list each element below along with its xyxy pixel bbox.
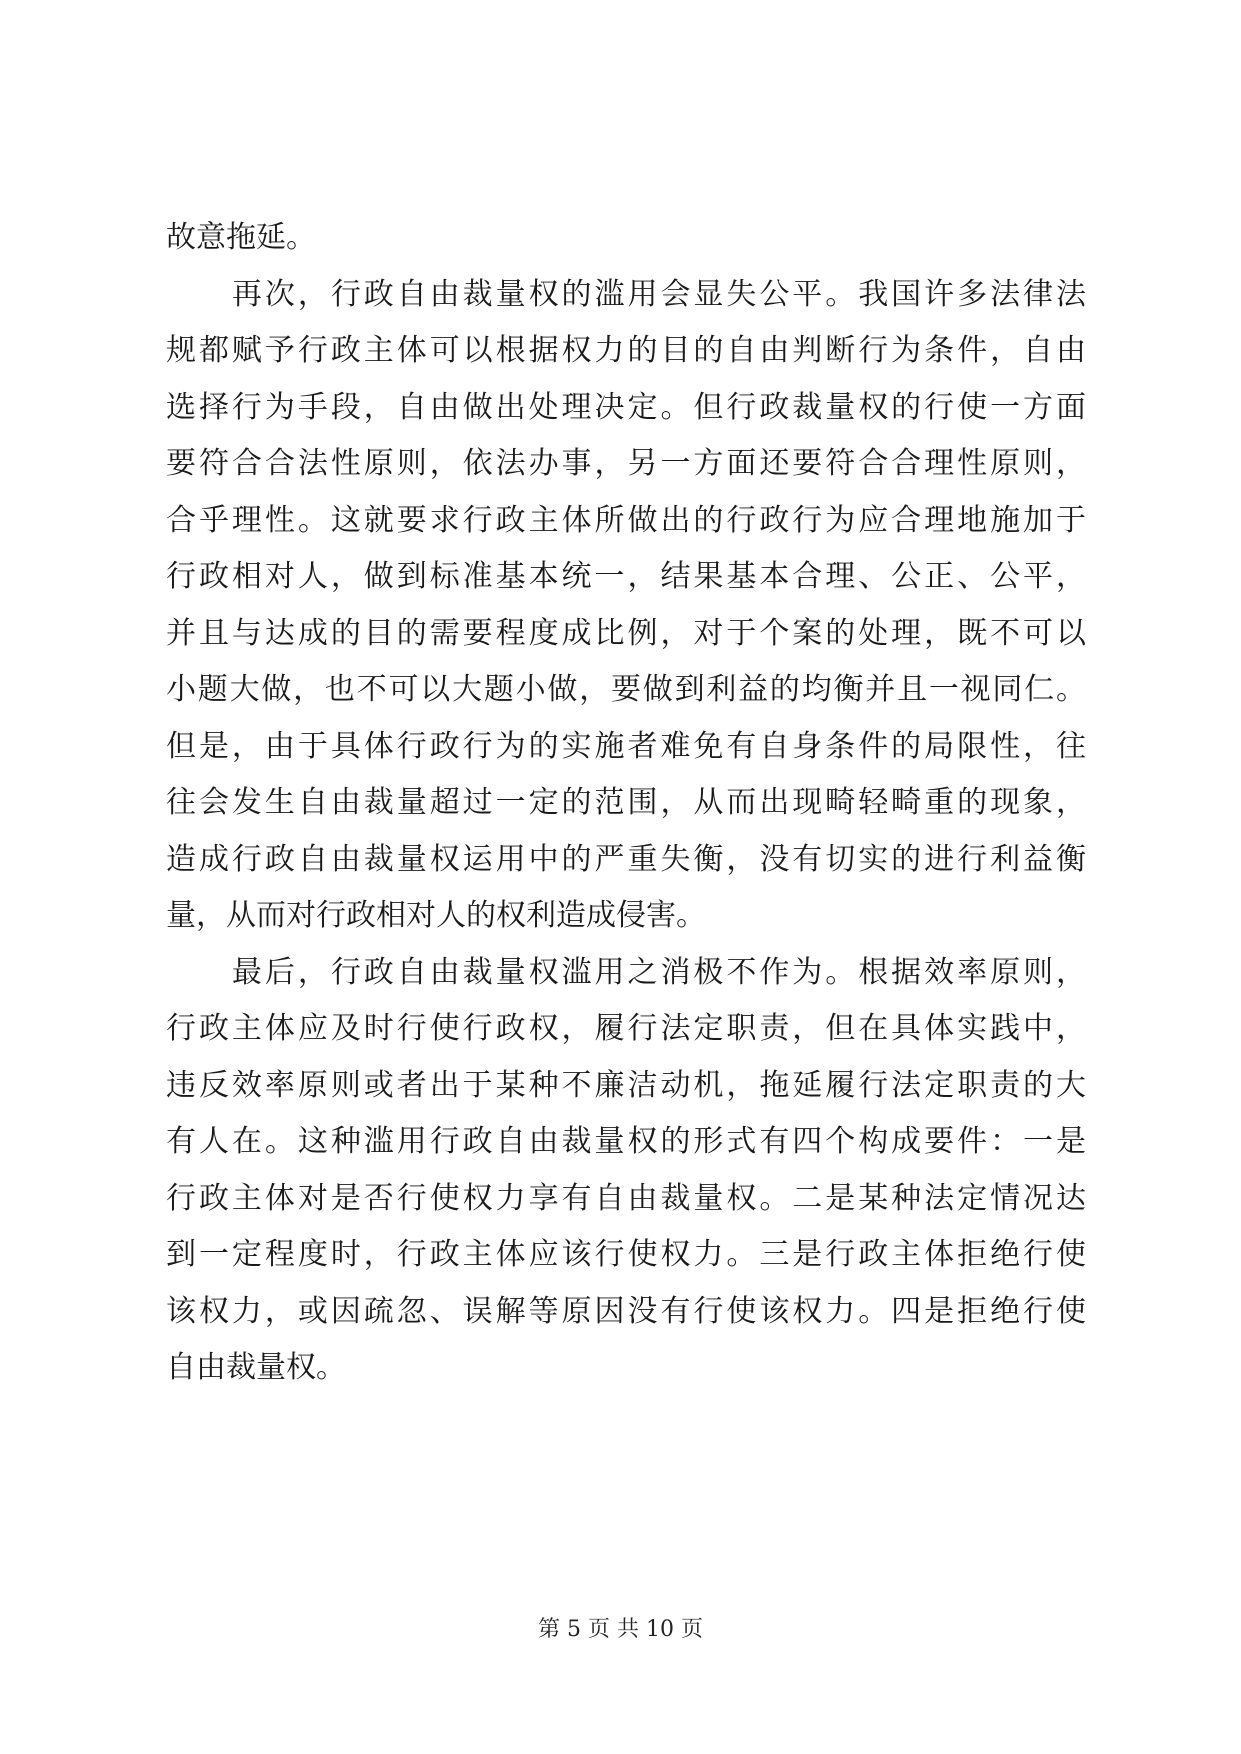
text-line: 往会发生自由裁量超过一定的范围，从而出现畸轻畸重的现象， xyxy=(166,785,1086,820)
text-line: 但是，由于具体行政行为的实施者难免有自身条件的局限性，往 xyxy=(166,728,1086,764)
text-line: 要符合合法性原则，依法办事，另一方面还要符合合理性原则， xyxy=(166,446,1086,481)
text-line: 再次，行政自由裁量权的滥用会显失公平。我国许多法律法 xyxy=(166,276,1086,312)
text-line: 量，从而对行政相对人的权利造成侵害。 xyxy=(166,898,706,933)
text-line: 有人在。这种滥用行政自由裁量权的形式有四个构成要件：一是 xyxy=(166,1124,1086,1159)
text-line: 行政主体对是否行使权力享有自由裁量权。二是某种法定情况达 xyxy=(166,1180,1086,1216)
text-line: 自由裁量权。 xyxy=(166,1350,346,1385)
page-footer xyxy=(0,1612,1241,1643)
text-line: 最后，行政自由裁量权滥用之消极不作为。根据效率原则， xyxy=(166,954,1086,990)
text-line: 并且与达成的目的需要程度成比例，对于个案的处理，既不可以 xyxy=(166,615,1086,651)
text-line: 违反效率原则或者出于某种不廉洁动机，拖延履行法定职责的大 xyxy=(166,1067,1086,1103)
body-text xyxy=(166,210,1086,1397)
text-line: 选择行为手段，自由做出处理决定。但行政裁量权的行使一方面 xyxy=(166,389,1086,425)
text-line: 造成行政自由裁量权运用中的严重失衡，没有切实的进行利益衡 xyxy=(166,841,1086,877)
text-line: 行政主体应及时行使行政权，履行法定职责，但在具体实践中， xyxy=(166,1011,1086,1046)
text-line: 到一定程度时，行政主体应该行使权力。三是行政主体拒绝行使 xyxy=(166,1237,1086,1272)
text-line: 规都赋予行政主体可以根据权力的目的自由判断行为条件，自由 xyxy=(166,333,1086,368)
text-line: 合乎理性。这就要求行政主体所做出的行政行为应合理地施加于 xyxy=(166,502,1086,538)
text-line: 小题大做，也不可以大题小做，要做到利益的均衡并且一视同仁。 xyxy=(166,672,1086,707)
text-line: 行政相对人，做到标准基本统一，结果基本合理、公正、公平， xyxy=(166,559,1086,594)
text-line: 该权力，或因疏忽、误解等原因没有行使该权力。四是拒绝行使 xyxy=(166,1293,1086,1329)
page-number: 第 5 页 共 10 页 xyxy=(538,1617,703,1642)
text-line: 故意拖延。 xyxy=(166,220,316,255)
